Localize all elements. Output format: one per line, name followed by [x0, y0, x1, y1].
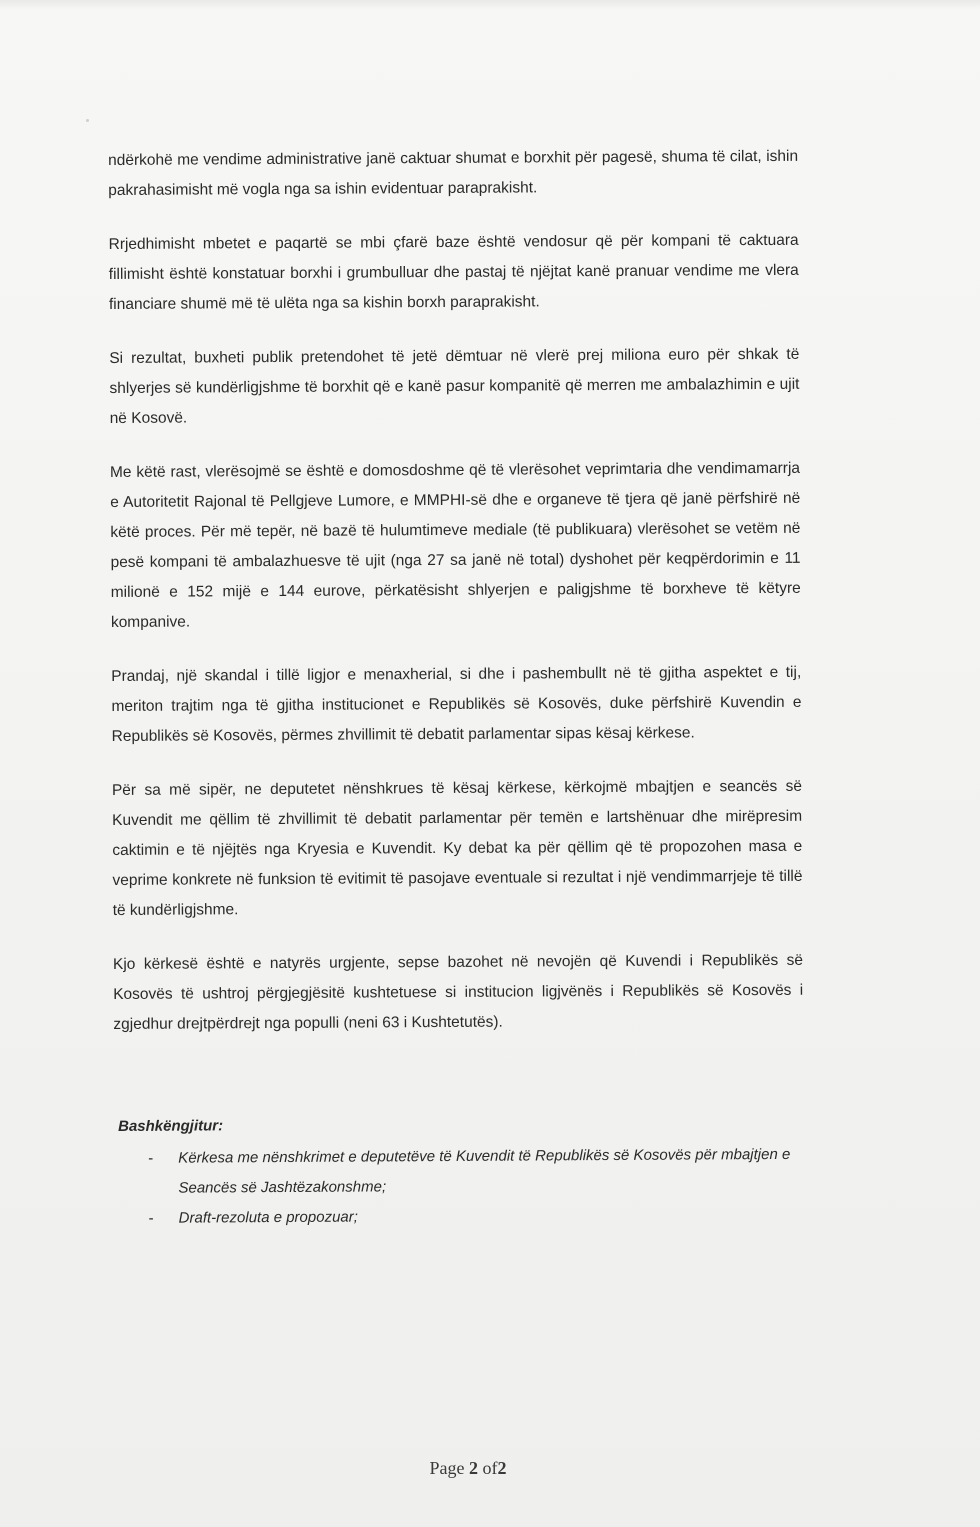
- attachments-section: [118, 1108, 809, 1234]
- scan-edge-shadow: [0, 0, 980, 10]
- paragraph-6: Për sa më sipër, ne deputetet nënshkrues të kësaj kërkese, kërkojmë mbajtjen e seancës së Kuvendit me qëllim të zhvillimit të debatit parlamentar për temën e lartshënuar dhe mirëpresim caktimin e të njëjtës nga Kryesia e Kuvendit. Ky debat ka për qëllim që të propozohen masa e veprime konkrete në funksion të evitimit të pasojave eventuale si rezultat i një vendimmarrjeje të tillë të kundërligjshme.: [111, 777, 803, 919]
- list-bullet: -: [148, 1209, 154, 1227]
- scan-speck: [116, 470, 119, 473]
- page-footer: [0, 1458, 936, 1479]
- paragraph-3: Si rezultat, buxheti publik pretendohet të jetë dëmtuar në vlerë prej miliona euro për shkak të shlyerjes së kundërligjshme të borxhit që e kanë pasur kompanitë që merren me ambalazhimin e ujit në Kosovë.: [109, 345, 800, 427]
- attachments-heading: Bashkëngjitur:: [118, 1117, 224, 1135]
- paragraph-1: ndërkohë me vendime administrative janë caktuar shumat e borxhit për pagesë, shuma të cilat, ishin pakrahasimisht më vogla nga sa ishin evidentuar paraprakisht.: [108, 147, 799, 199]
- page-word: Page: [429, 1458, 465, 1478]
- scan-speck: [86, 119, 89, 122]
- attachments-list: [118, 1140, 809, 1234]
- page-total: 2: [497, 1458, 507, 1478]
- document-body: [108, 142, 804, 1064]
- attachment-item-1: [118, 1140, 808, 1204]
- page-number: 2: [469, 1458, 478, 1478]
- paragraph-4: Me këtë rast, vlerësojmë se është e domosdoshme që të vlerësohet veprimtaria dhe vendimamarrja e Autoritetit Rajonal të Pellgjeve Lumore, e MMPHI-së dhe e organeve të tjera që janë përfshirë në këtë proces. Për më tepër, në bazë të hulumtimeve mediale (të publikuara) vlerësohet se vetëm në pesë kompani të ambalazhuesve të ujit (nga 27 sa janë në total) dyshohet për keqpërdorimin e 11 milionë e 152 mijë e 144 eurove, përkatësisht shlyerjen e paligjshme të borxheve të këtyre kompanive.: [109, 459, 801, 631]
- attachment-text-1: Kërkesa me nënshkrimet e deputetëve të Kuvendit të Republikës së Kosovës për mbajtjen e Seancës së Jashtëzakonshme;: [178, 1145, 791, 1197]
- paragraph-2: Rrjedhimisht mbetet e paqartë se mbi çfarë baze është vendosur që për kompani të caktuara fillimisht është konstatuar borxhi i grumbulluar dhe pastaj të njëjtat kanë pranuar vendime me vlera financiare shumë më të ulëta nga sa kishin borxh paraprakisht.: [108, 231, 799, 313]
- attachment-item-2: [119, 1200, 809, 1234]
- list-bullet: -: [148, 1149, 154, 1167]
- paragraph-7: Kjo kërkesë është e natyrës urgjente, sepse bazohet në nevojën që Kuvendi i Republikës së Kosovës të ushtroj përgjegjësitë kushtetuese si institucion ligjvënës i Republikës së Kosovës i zgjedhur drejtpërdrejt nga populli (neni 63 i Kushtetutës).: [112, 951, 804, 1033]
- of-word: of: [482, 1458, 498, 1478]
- paragraph-5: Prandaj, një skandal i tillë ligjor e menaxherial, si dhe i pashembullt në të gjitha aspektet e tij, meriton trajtim nga të gjitha institucionet e Republikës së Kosovës, duke përfshirë Kuvendin e Republikës së Kosovës, përmes zhvillimit të debatit parlamentar sipas kësaj kërkese.: [111, 663, 802, 745]
- attachment-text-2: Draft-rezoluta e propozuar;: [178, 1208, 358, 1227]
